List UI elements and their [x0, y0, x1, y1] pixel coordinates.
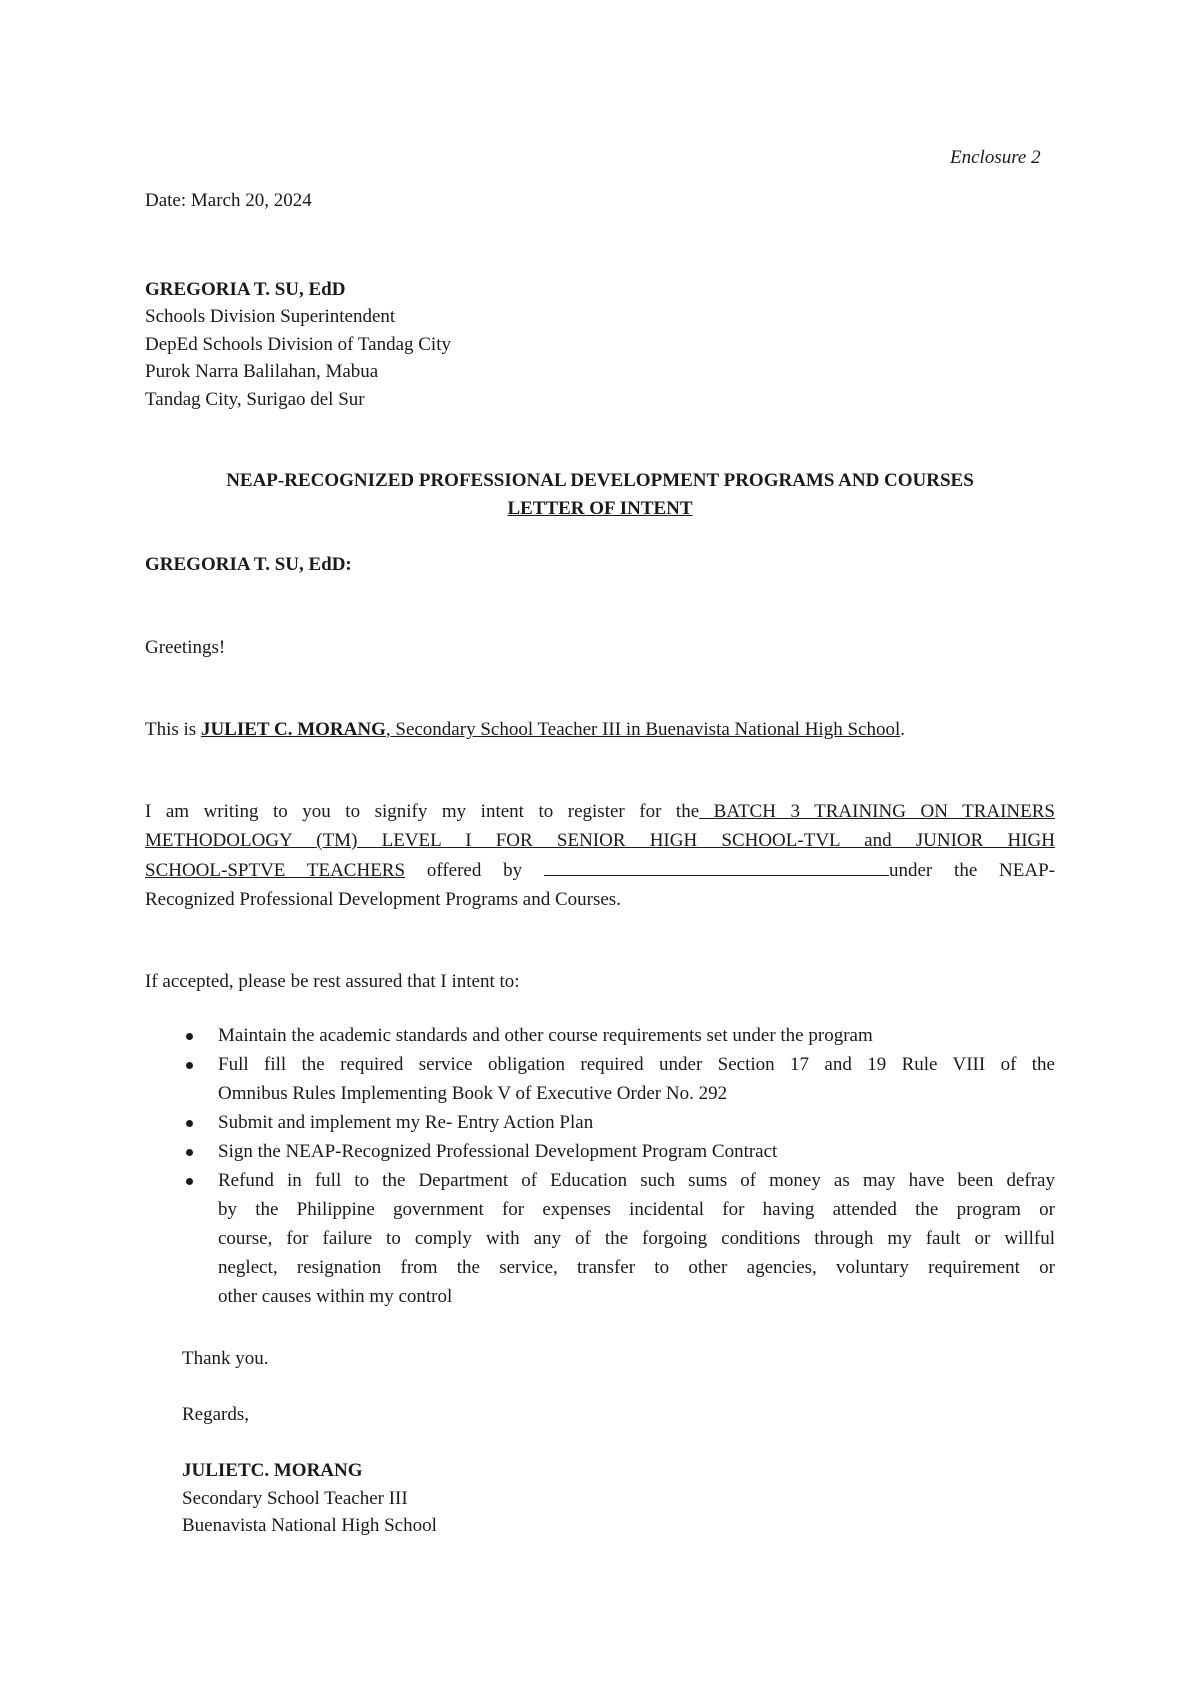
- signatory-school: Buenavista National High School: [182, 1515, 437, 1536]
- document-subtitle-wrap: [145, 495, 1055, 523]
- intent-line-2: [145, 826, 1055, 855]
- enclosure-label: Enclosure 2: [950, 147, 1041, 168]
- list-item-text: neglect, resignation from the service, transfer to other agencies, voluntary requirement or: [218, 1257, 1055, 1278]
- list-item-text: Full fill the required service obligation required under Section 17 and 19 Rule VIII of the: [218, 1054, 1055, 1075]
- bullet-icon: [186, 1149, 193, 1156]
- recipient-name: GREGORIA T. SU, EdD: [145, 279, 346, 300]
- list-item-text: Submit and implement my Re- Entry Action Plan: [218, 1112, 594, 1133]
- signatory-name: JULIETC. MORANG: [182, 1460, 363, 1481]
- list-item-text: Refund in full to the Department of Education such sums of money as may have been defray: [218, 1170, 1055, 1191]
- teacher-name: JULIET C. MORANG: [200, 719, 386, 740]
- list-item-text: Maintain the academic standards and other course requirements set under the program: [218, 1025, 873, 1046]
- intro-prefix: This is: [145, 719, 201, 740]
- list-item: [182, 1137, 1055, 1166]
- recipient-office: DepEd Schools Division of Tandag City: [145, 334, 451, 355]
- intent-line-4: [145, 885, 1055, 914]
- document-subtitle: LETTER OF INTENT: [507, 498, 693, 519]
- letter-date: Date: March 20, 2024: [145, 190, 312, 211]
- program-name-part1: BATCH 3 TRAINING ON TRAINERS: [699, 801, 1055, 822]
- bullet-icon: [186, 1033, 193, 1040]
- program-name-part3: SCHOOL-SPTVE TEACHERS: [145, 860, 406, 881]
- salutation: GREGORIA T. SU, EdD:: [145, 554, 352, 575]
- under-the-text: under the NEAP-: [888, 860, 1055, 881]
- list-item: [182, 1021, 1055, 1050]
- list-item: [182, 1108, 1055, 1137]
- intent-line-3: [145, 855, 1055, 885]
- greeting: Greetings!: [145, 637, 226, 658]
- intent-paragraph: [145, 797, 1055, 914]
- intro-paragraph: [145, 716, 905, 744]
- intent-line-1: [145, 797, 1055, 826]
- program-name-part2: METHODOLOGY (TM) LEVEL I FOR SENIOR HIGH SCHOOL-TVL and JUNIOR HIGH: [145, 830, 1055, 851]
- recipient-address-line2: Tandag City, Surigao del Sur: [145, 389, 365, 410]
- thank-you: Thank you.: [182, 1348, 269, 1369]
- commitments-list: [182, 1021, 1055, 1311]
- bullet-icon: [186, 1062, 193, 1069]
- regards: Regards,: [182, 1404, 250, 1425]
- document-title: NEAP-RECOGNIZED PROFESSIONAL DEVELOPMENT PROGRAMS AND COURSES: [226, 470, 974, 491]
- recipient-position: Schools Division Superintendent: [145, 306, 396, 327]
- signatory-position: Secondary School Teacher III: [182, 1488, 408, 1509]
- intro-position: , Secondary School Teacher III in Buenavista National High School: [385, 719, 901, 740]
- offered-by-text: offered by: [405, 860, 544, 881]
- list-item: [182, 1166, 1055, 1311]
- intent-prefix: I am writing to you to signify my intent to register for the: [145, 801, 700, 822]
- provider-blank-line: [544, 855, 889, 876]
- assurance-text: If accepted, please be rest assured that I intent to:: [145, 971, 520, 992]
- bullet-icon: [186, 1178, 193, 1185]
- intro-end: .: [900, 719, 905, 740]
- list-item-text: course, for failure to comply with any of the forgoing conditions through my fault or willful: [218, 1228, 1055, 1249]
- list-item-text: other causes within my control: [218, 1286, 453, 1307]
- intent-closing-text: Recognized Professional Development Programs and Courses.: [145, 889, 621, 910]
- bullet-icon: [186, 1120, 193, 1127]
- list-item: [182, 1050, 1055, 1108]
- list-item-text: Sign the NEAP-Recognized Professional Development Program Contract: [218, 1141, 778, 1162]
- list-item-text: Omnibus Rules Implementing Book V of Executive Order No. 292: [218, 1083, 728, 1104]
- list-item-text: by the Philippine government for expenses incidental for having attended the program or: [218, 1199, 1055, 1220]
- recipient-address-line1: Purok Narra Balilahan, Mabua: [145, 361, 379, 382]
